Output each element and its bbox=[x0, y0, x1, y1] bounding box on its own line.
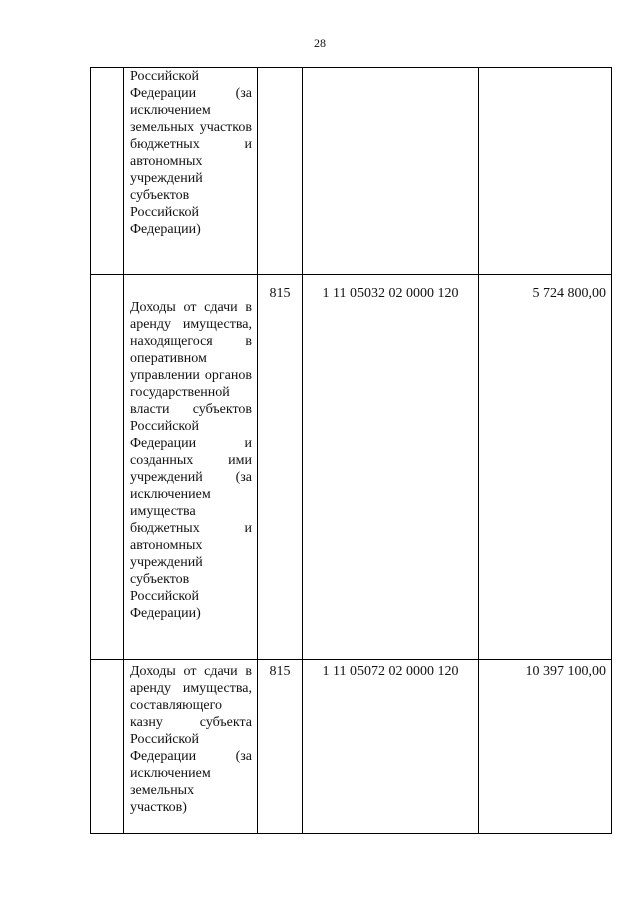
row-number-cell bbox=[91, 275, 124, 660]
revenue-name: Российской Федерации (за исключением земельных участков бюджетных и автономных учреждений субъектов Российской Федерации) bbox=[130, 69, 252, 237]
row-number-cell bbox=[91, 660, 124, 834]
revenue-name: Доходы от сдачи в аренду имущества, составляющего казну субъекта Российской Федерации (за исключением земельных участков) bbox=[130, 664, 252, 815]
admin-code: 815 bbox=[269, 664, 291, 679]
income-code-cell bbox=[303, 68, 479, 275]
income-code: 1 11 05072 02 0000 120 bbox=[322, 664, 459, 679]
revenue-name-cell bbox=[124, 275, 258, 660]
row-number-cell bbox=[91, 68, 124, 275]
income-code: 1 11 05032 02 0000 120 bbox=[322, 286, 459, 301]
income-code-cell bbox=[303, 660, 479, 834]
amount-cell bbox=[479, 275, 612, 660]
revenue-name-cell bbox=[124, 660, 258, 834]
amount-cell bbox=[479, 68, 612, 275]
revenue-name-cell bbox=[124, 68, 258, 275]
amount: 10 397 100,00 bbox=[525, 664, 606, 679]
page-number: 28 bbox=[314, 36, 326, 50]
admin-code: 815 bbox=[269, 286, 291, 301]
table-row bbox=[91, 68, 612, 275]
admin-code-cell bbox=[258, 660, 303, 834]
amount: 5 724 800,00 bbox=[532, 286, 606, 301]
revenue-name: Доходы от сдачи в аренду имущества, находящегося в оперативном управлении органов государственной власти субъектов Российской Федерации и созданных ими учреждений (за исключением имущества бюджетных и автономных учреждений субъектов Российской Федерации) bbox=[130, 300, 252, 621]
revenue-table bbox=[90, 67, 612, 834]
table-row bbox=[91, 660, 612, 834]
amount-cell bbox=[479, 660, 612, 834]
admin-code-cell bbox=[258, 275, 303, 660]
admin-code bbox=[258, 68, 302, 78]
income-code-cell bbox=[303, 275, 479, 660]
income-code bbox=[303, 68, 478, 78]
admin-code-cell bbox=[258, 68, 303, 275]
table-row bbox=[91, 275, 612, 660]
amount bbox=[479, 68, 611, 78]
